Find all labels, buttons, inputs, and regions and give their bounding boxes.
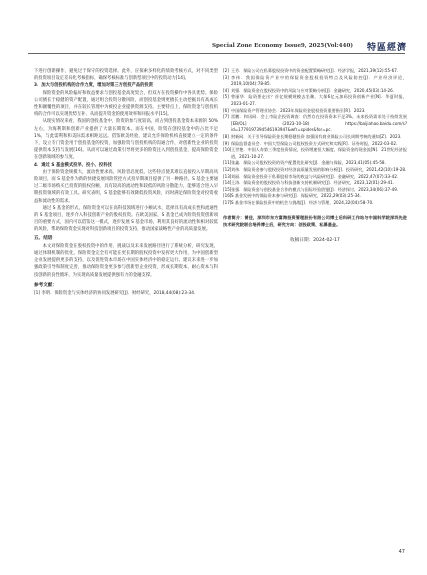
reference-list	[223, 68, 407, 206]
author-bio	[223, 214, 407, 228]
reference-item	[223, 167, 407, 174]
reference-text: 雷鹏．和讯网．会上市险企投资调查：仍然存在投资资本不足3%。未来投资需求处于持续发展[EB/OL]．(2023-10-18)．https://baijiahao.baidu.com/s?id=1779197394546193947&wfr=spider&for=pc.	[231, 114, 407, 133]
reference-item	[223, 134, 407, 141]
reference-number: [10]	[223, 147, 232, 153]
reference-item	[223, 114, 407, 134]
reference-item	[223, 200, 407, 207]
paragraph: 通过 S 基金的形式，保险资金可以在高科技领域进行小额试水，选择具有高成长性和流通性的 S 基金项目，逐步介入科技创新产业的股权投资。在欧美国家，S 基金已成为险资投资创新项目的重要方式，国内可以借鉴这一模式，逐步发展 S 基金市场，利用其良好的流动性和相对较低的风险，帮助保险资金实现对科技创新项目的投资支持，推动国家战略性产业的高质量发展。	[34, 205, 218, 233]
reference-number: [7]	[223, 114, 229, 120]
reference-item	[223, 193, 407, 200]
reference-number: [6]	[223, 107, 229, 113]
reference-text: 张鑫．保险公司股权投资的资产配置优化研究[J]．金融与保险，2023,41(05):45-58.	[231, 160, 386, 166]
reference-number: [13]	[223, 173, 232, 179]
reference-number: [17]	[223, 199, 232, 205]
reference-text: 保险监督委员会．中国大型保险公司股权投资方式研究和实践[R]．证券时报，2022-03-02.	[231, 140, 398, 146]
author-bio-label: 作者简介：	[223, 215, 245, 221]
reference-number: [11]	[223, 160, 232, 166]
reference-text: S 基金市场在保险投资中的机会与挑战[J]．经济与管理，2024,32(04):58-70.	[231, 199, 374, 205]
page-header	[0, 0, 427, 52]
page-number: 47	[398, 549, 405, 555]
paragraph: 下进行创新操作，避免过于保守的投资选择。此外，应探索多样化的绩效考核方式，对不同类型的投资项目设定差异化考核指标，确保考核标准与创新型项目中的投资动力[14]。	[34, 69, 218, 82]
reference-number: [2]	[223, 68, 229, 73]
journal-issue: Special Zone Economy Issue9, 2025(Vol:440)	[211, 43, 353, 49]
reference-item	[223, 75, 407, 88]
reference-number: [5]	[223, 94, 229, 100]
header-rule	[28, 53, 405, 54]
paragraph: 由于保险资金规模大，流动性要求高，风险容忍度低，这些特点使其难以直接投入早期高风险项目，而 S 基金作为新的快捷发展风险管控方式投早期项目提供了另一种路径。S 基金主要通过二级市场购买已投资的股权份额，具有较高的流动性和较低的风险分散能力，能够适合进入早期投资领域的有效工具。研究表明，S 基金能够有效降低投资风险，同时满足保险资金对投资收益和流动性的需求。	[34, 169, 218, 204]
section-heading: 4．通过 S 基金模式投早、投小、投科技	[34, 162, 112, 168]
reference-number: [8]	[223, 133, 229, 139]
reference-text: 中国保险资产管理业协会．2023年保险资金股权投资重要指引[R]．2023.	[231, 107, 366, 113]
reference-number: [12]	[223, 166, 232, 172]
reference-text: 刘强．保险资金在股权投资中的风险与应对策略分析[J]．金融研究，2020,45(03):14-26.	[231, 87, 395, 93]
author-bio-text: 曾佳，深圳市东方富海投资管理股份有限公司博士后科研工作站与中国科学院深圳先进技术研究院联合培养博士后，研究方向：创投政策、私募基金。	[223, 215, 407, 228]
reference-text: 王世艳．中国人寿第三季度投资情况，投资增速恒大幅度，保险资金的现金流[N]．21世纪经济报道，2021-10-27.	[231, 147, 407, 159]
paragraph: 保险资金的风险偏好和收益要求与创投基金高度契合，但双方在投资操作中各具优势。保险公司擅长于稳健的资产配置，通过组合投资分散风险，而创投基金则更擅长主动挖掘具有高成长性和颠覆性的项目，并在较长管理中为被投企业提供资源支持。主要特点上，保险资金与创投机构的合作可以实现优势互补，从而提升资金的使用效率和回报水平[15]。	[34, 90, 218, 118]
reference-text: S 基金发展中的保险资本参与研究[J]．保险研究，2022,29(03):25-34.	[231, 193, 362, 199]
reference-number: [14]	[223, 180, 232, 186]
reference-text: 李伟．我国保险资产业中的保险资金股权投资特点及风险防控[J]．产业经济评论，2019,10(04):78-85.	[231, 74, 407, 87]
section-heading-conclusion: 五、结语	[34, 235, 53, 241]
reference-text: 刘伟．保险资金参与股权投资对经济高质量发展的影响分析[J]．投资研究，2021,42(10):19-28.	[231, 166, 407, 172]
reference-item: [1] 李明．保险资金与实体经济的协同发展研究[J]．财经研究，2018,44(08):23-34.	[34, 291, 196, 297]
journal-logo: 特區經濟	[366, 43, 407, 53]
paragraph: 本文对保险资金在股权投资中的作用、挑战以及未来发展路径进行了系统分析，研究发现，通过体制机制的优化，保险资金完全有可能在更长期的股权投资中发挥更大作用，为中国创新型企业发展提供更多的支持，以及促进资本市场在中国实体经济中的稳定运行。建议未来进一步加强政策引导和制度完善，推动保险资金更多参与创新型企业投资，形成长期资本、耐心资本与科技创新的良性循环，为实现高质量发展提供强有力的金融支撑。	[34, 243, 218, 278]
reference-item	[223, 160, 407, 167]
reference-number: [16]	[223, 193, 232, 199]
reference-item	[223, 94, 407, 107]
reference-text: 曾丽华．险资要走出？首亿规模规模去坐骤，大保6亿元加码投资创新产业[N]．华夏时报，2023-01-27.	[231, 94, 407, 106]
reference-text: 财新网．关于引导保险资金长期稳健投资 加强国有商业保险公司长周期考核的通知[Z]．2023.	[231, 133, 402, 139]
paragraph: 从现实情况来看，我国的创投基金中，险资的参与度较高，而占到创投基金资本来源的 50% 左右，为海利斯和创新产业提供了大量长期资本。而在中国，险资在创投基金中的占比不足 1%，与此需利和和美际需求相距远远。借鉴欧美经验，建议允许保险机构直接建立一定的条件下，设立专门资金用于创投基金的投资，加强险资与创投机构的沟通合作，对创新性企业的投资提供资本支持与发展[16]。从而可以通过政策引导将更多的险资注入到创投基金，提高保险资金在创新领域的参与度。	[34, 119, 218, 161]
reference-text: 刘丽．保险资金投资于私募股权市场的收益与风险研究[J]．金融研究，2022,47(07):33-42.	[231, 173, 399, 179]
reference-item	[223, 147, 407, 160]
left-column	[34, 68, 218, 297]
references-title: 参考文献：	[34, 282, 57, 288]
reference-number: [9]	[223, 140, 229, 146]
reference-text: 王芳．保险公司在私募股权投资中的资金配置策略研究[J]．经济学报，2021,39(12):55-67.	[231, 68, 399, 73]
section-heading: 3．加大与创投机构的合作力度，增加对第三方创投产品的投资	[34, 83, 154, 89]
right-column	[223, 68, 407, 245]
reference-number: [3]	[223, 74, 229, 80]
reference-number: [15]	[223, 186, 232, 192]
reference-text: 王涛．保险资金的股权投资与科技创新支持机制研究[J]．经济研究，2023,12(01):29-41.	[231, 180, 395, 186]
reference-text: 张强．保险资金与创投基金合作的模式与国际经验借鉴[J]．经济探讨，2023,34(06):37-49.	[231, 186, 399, 192]
reference-number: [4]	[223, 87, 229, 93]
reference-item	[223, 180, 407, 187]
received-date: 收稿日期：2024-02-17	[290, 238, 340, 244]
reference-item	[223, 68, 407, 75]
